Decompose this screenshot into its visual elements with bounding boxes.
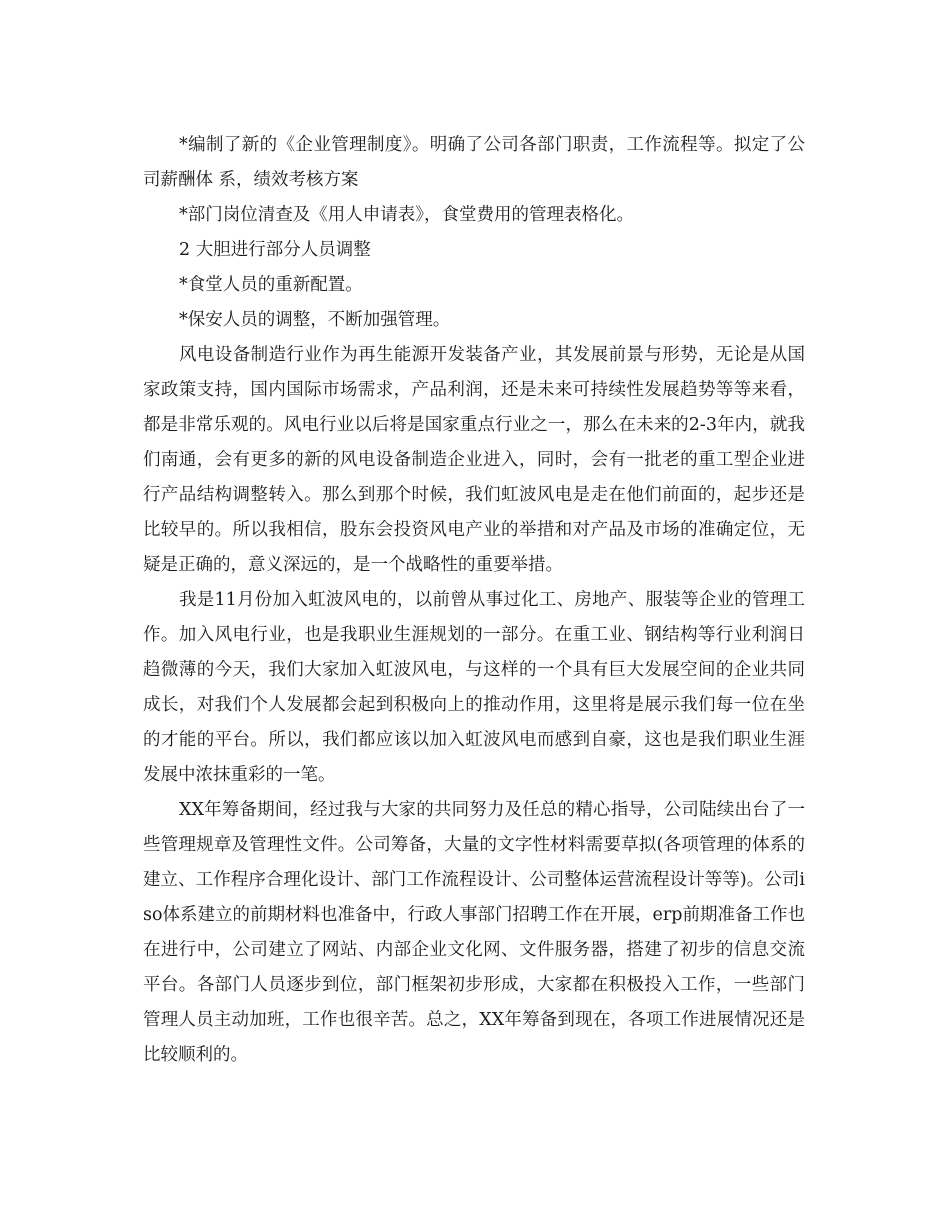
paragraph-5: *保安人员的调整，不断加强管理。	[179, 310, 451, 330]
paragraph-7: 我是11月份加入虹波风电的，以前曾从事过化工、房地产、服装等企业的管理工作。加入风电行业，也是我职业生涯规划的一部分。在重工业、钢结构等行业利润日趋微薄的今天，我们大家加入虹波风电，与这样的一个具有巨大发展空间的企业共同成长，对我们个人发展都会起到积极向上的推动作用，这里将是展示我们每一位在坐的才能的平台。所以，我们都应该以加入虹波风电而感到自豪，这也是我们职业生涯发展中浓抹重彩的一笔。	[143, 590, 805, 785]
paragraph-2: *部门岗位清查及《用人申请表》，食堂费用的管理表格化。	[179, 205, 634, 225]
paragraph-3: 2 大胆进行部分人员调整	[179, 240, 371, 260]
paragraph-4: *食堂人员的重新配置。	[179, 275, 363, 295]
paragraph-1: *编制了新的《企业管理制度》。明确了公司各部门职责，工作流程等。拟定了公司薪酬体 系，绩效考核方案	[143, 135, 805, 190]
document-body	[143, 128, 805, 1073]
paragraph-6: 风电设备制造行业作为再生能源开发装备产业，其发展前景与形势，无论是从国家政策支持，国内国际市场需求，产品利润，还是未来可持续性发展趋势等等来看，都是非常乐观的。风电行业以后将是国家重点行业之一，那么在未来的2-3年内，就我们南通，会有更多的新的风电设备制造企业进入，同时，会有一批老的重工型企业进行产品结构调整转入。那么到那个时候，我们虹波风电是走在他们前面的，起步还是比较早的。所以我相信，股东会投资风电产业的举措和对产品及市场的准确定位，无疑是正确的，意义深远的，是一个战略性的重要举措。	[143, 345, 805, 575]
paragraph-8: XX年筹备期间，经过我与大家的共同努力及任总的精心指导，公司陆续出台了一些管理规章及管理性文件。公司筹备，大量的文字性材料需要草拟(各项管理的体系的建立、工作程序合理化设计、部门工作流程设计、公司整体运营流程设计等等)。公司iso体系建立的前期材料也准备中，行政人事部门招聘工作在开展，erp前期准备工作也在进行中，公司建立了网站、内部企业文化网、文件服务器，搭建了初步的信息交流平台。各部门人员逐步到位，部门框架初步形成，大家都在积极投入工作，一些部门管理人员主动加班，工作也很辛苦。总之，XX年筹备到现在，各项工作进展情况还是比较顺利的。	[143, 800, 805, 1065]
